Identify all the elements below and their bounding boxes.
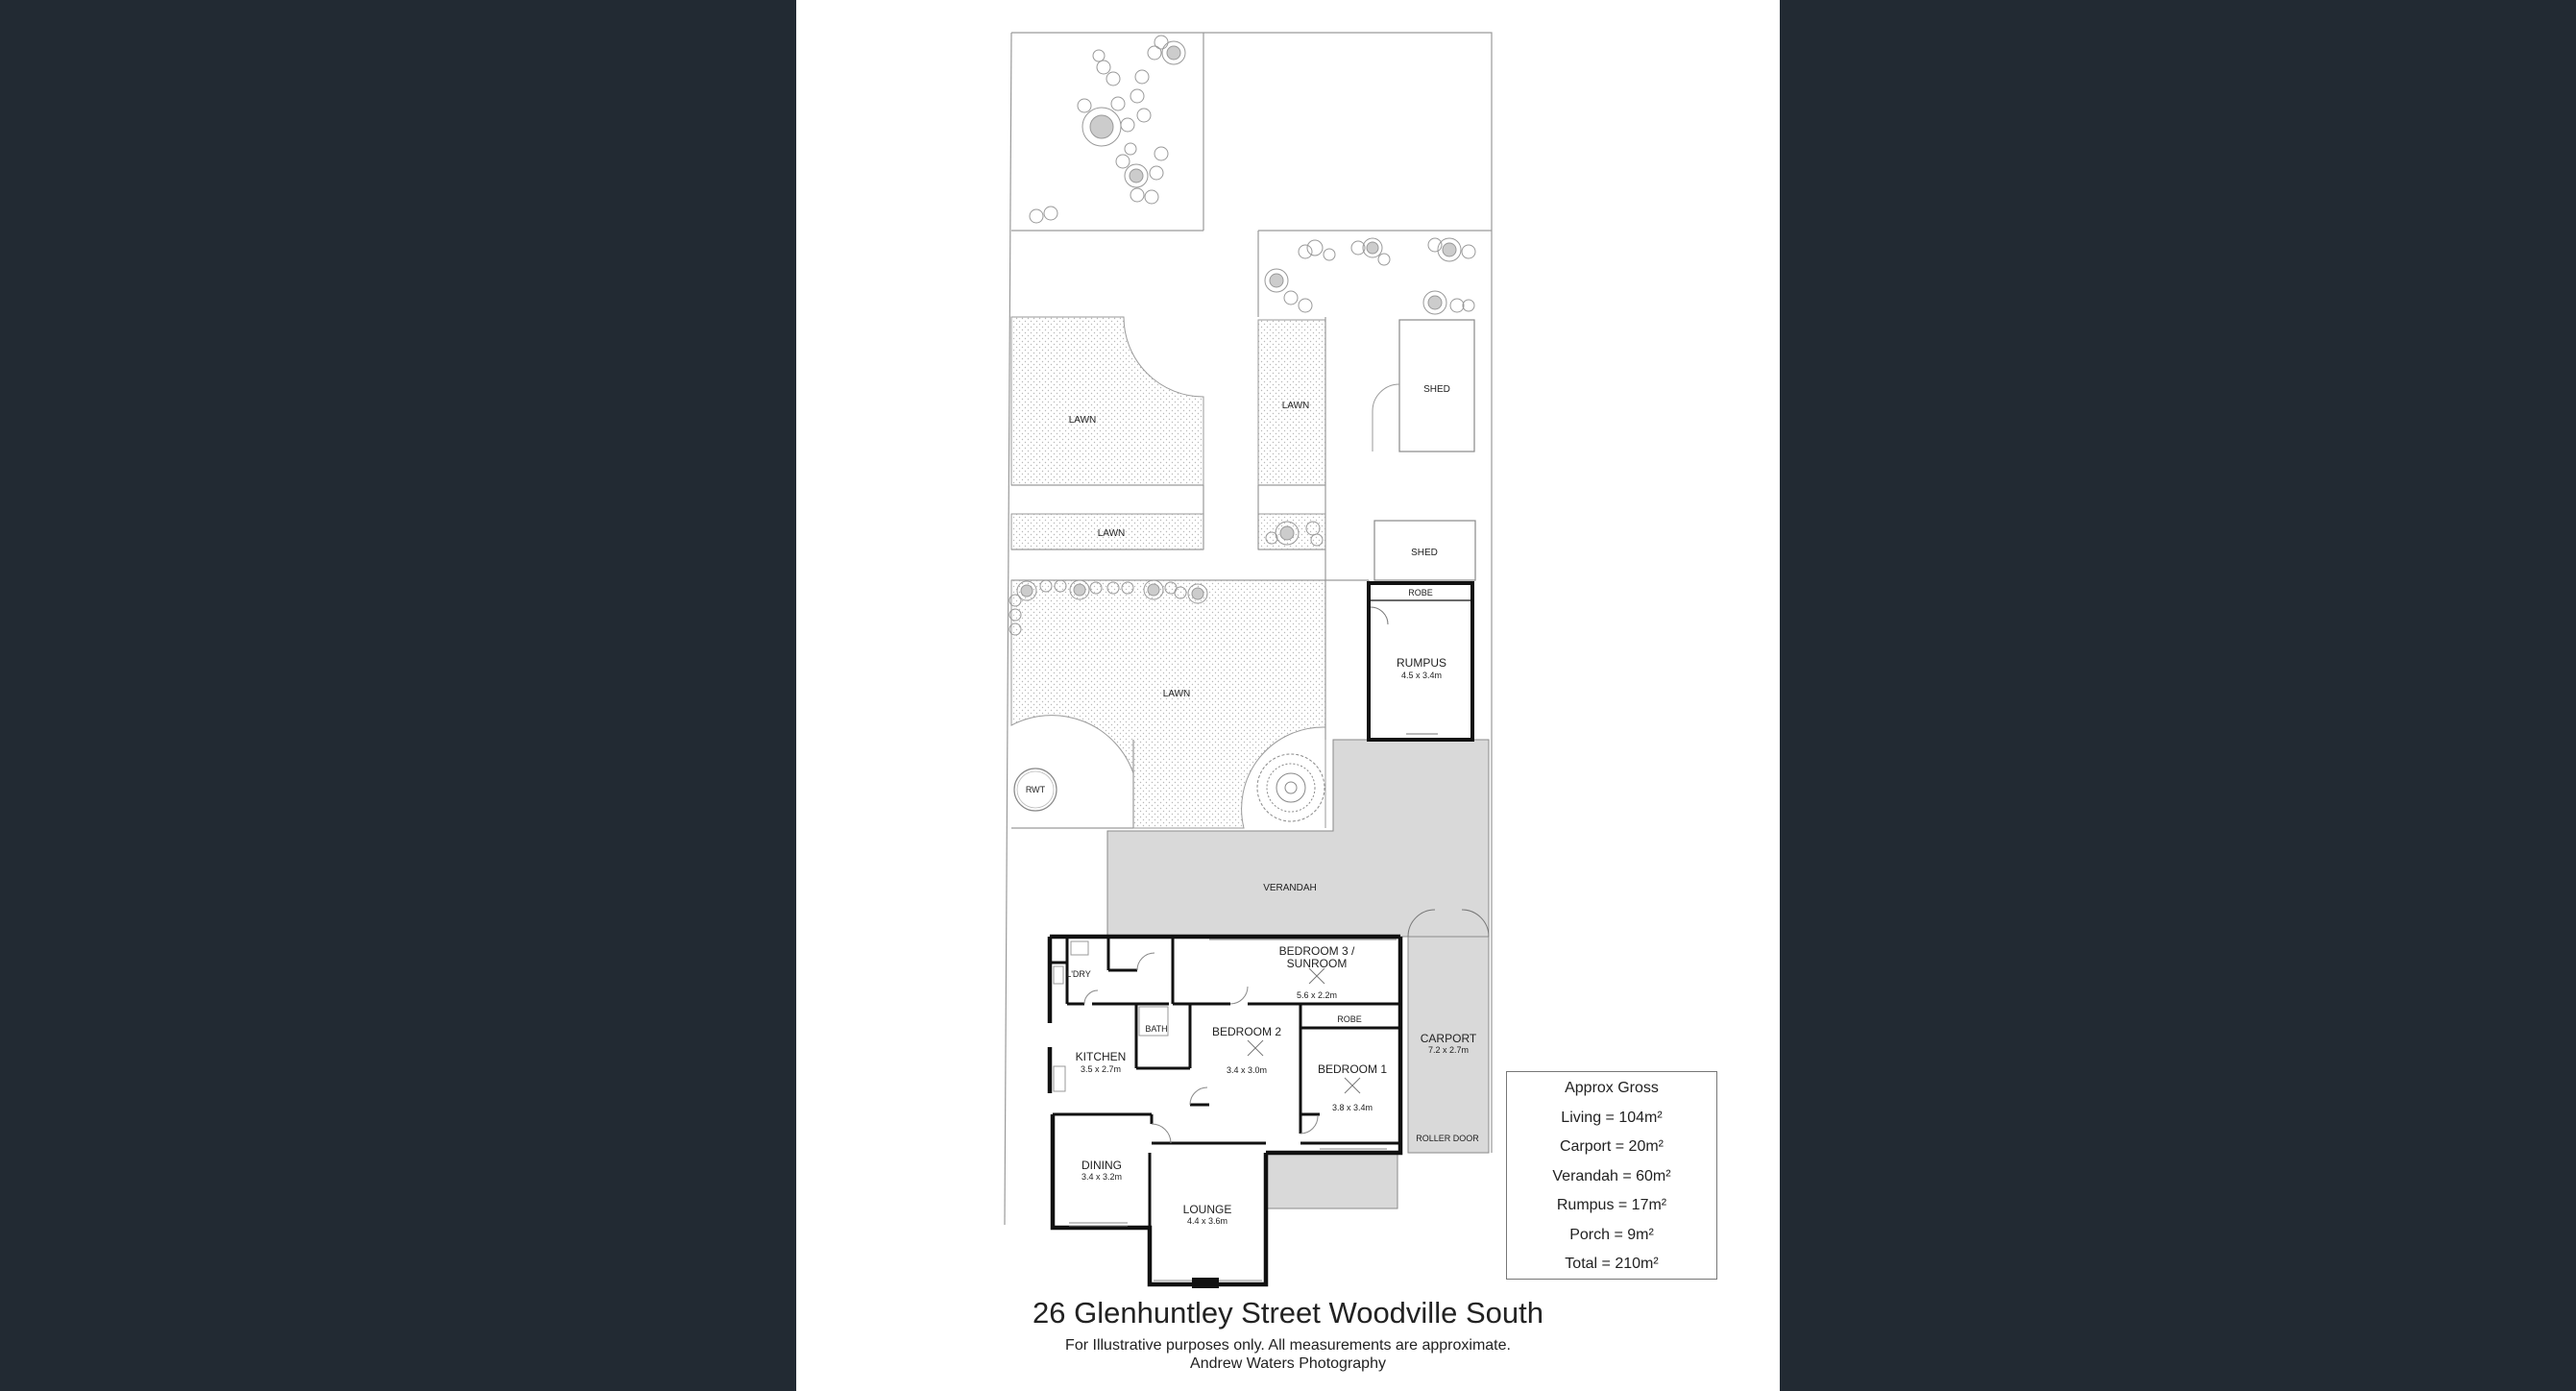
bedroom3-label-1: BEDROOM 3 / [1278, 944, 1355, 958]
bedroom3-label-2: SUNROOM [1286, 957, 1348, 970]
photographer-credit: Andrew Waters Photography [1190, 1355, 1386, 1372]
sheds [1373, 320, 1475, 580]
lawn-area-5 [1011, 580, 1325, 828]
carport-label: CARPORT [1420, 1032, 1477, 1045]
bedroom2-label: BEDROOM 2 [1211, 1025, 1282, 1038]
area-summary-box [1506, 1071, 1717, 1280]
lawn-area-1 [1011, 317, 1203, 485]
robe-label-bedroom1: ROBE [1337, 1014, 1362, 1024]
lawn-label-3: LAWN [1097, 528, 1126, 539]
carport-dim: 7.2 x 2.7m [1427, 1045, 1470, 1055]
dining-dim: 3.4 x 3.2m [1081, 1172, 1123, 1182]
lawn-label-2: LAWN [1281, 401, 1310, 411]
robe-label-rumpus: ROBE [1408, 588, 1433, 598]
rumpus-label: RUMPUS [1396, 656, 1447, 670]
area-row-verandah: Verandah = 60m² [1552, 1167, 1671, 1184]
kitchen-label: KITCHEN [1075, 1050, 1127, 1063]
area-row-carport: Carport = 20m² [1559, 1138, 1665, 1155]
dining-label: DINING [1081, 1159, 1122, 1172]
lawn-areas [1011, 317, 1325, 828]
lounge-label: LOUNGE [1182, 1203, 1232, 1216]
lawn-label-1: LAWN [1068, 415, 1097, 426]
lounge-dim: 4.4 x 3.6m [1186, 1216, 1228, 1226]
bedroom2-dim: 3.4 x 3.0m [1226, 1065, 1268, 1075]
bedroom1-dim: 3.8 x 3.4m [1331, 1103, 1373, 1112]
bedroom1-label: BEDROOM 1 [1317, 1062, 1388, 1076]
property-title: 26 Glenhuntley Street Woodville South [1033, 1296, 1543, 1330]
main-house [1050, 937, 1400, 1288]
kitchen-dim: 3.5 x 2.7m [1080, 1064, 1122, 1074]
rwt-label: RWT [1025, 785, 1046, 794]
disclaimer-text: For Illustrative purposes only. All measurements are approximate. [1065, 1337, 1511, 1354]
laundry-label: L'DRY [1066, 969, 1091, 979]
bath-label: BATH [1145, 1024, 1168, 1034]
porch-area [1266, 1153, 1397, 1208]
shed-label-1: SHED [1423, 384, 1450, 395]
bedroom3-dim: 5.6 x 2.2m [1296, 990, 1338, 1000]
area-row-rumpus: Rumpus = 17m² [1556, 1197, 1667, 1213]
shed-label-2: SHED [1411, 548, 1438, 558]
roller-door-label: ROLLER DOOR [1416, 1134, 1479, 1143]
rumpus-dim: 4.5 x 3.4m [1400, 671, 1443, 680]
large-tree [1257, 754, 1324, 821]
verandah-label: VERANDAH [1263, 883, 1317, 893]
tree-cluster-top [1030, 36, 1185, 223]
floor-plan-sheet [796, 0, 1780, 1391]
tree-cluster-right [1265, 238, 1475, 314]
area-row-porch: Porch = 9m² [1569, 1226, 1654, 1243]
area-row-total: Total = 210m² [1565, 1256, 1659, 1272]
area-summary-heading: Approx Gross [1565, 1080, 1659, 1096]
area-row-living: Living = 104m² [1561, 1109, 1663, 1126]
lawn-label-4: LAWN [1162, 689, 1191, 699]
